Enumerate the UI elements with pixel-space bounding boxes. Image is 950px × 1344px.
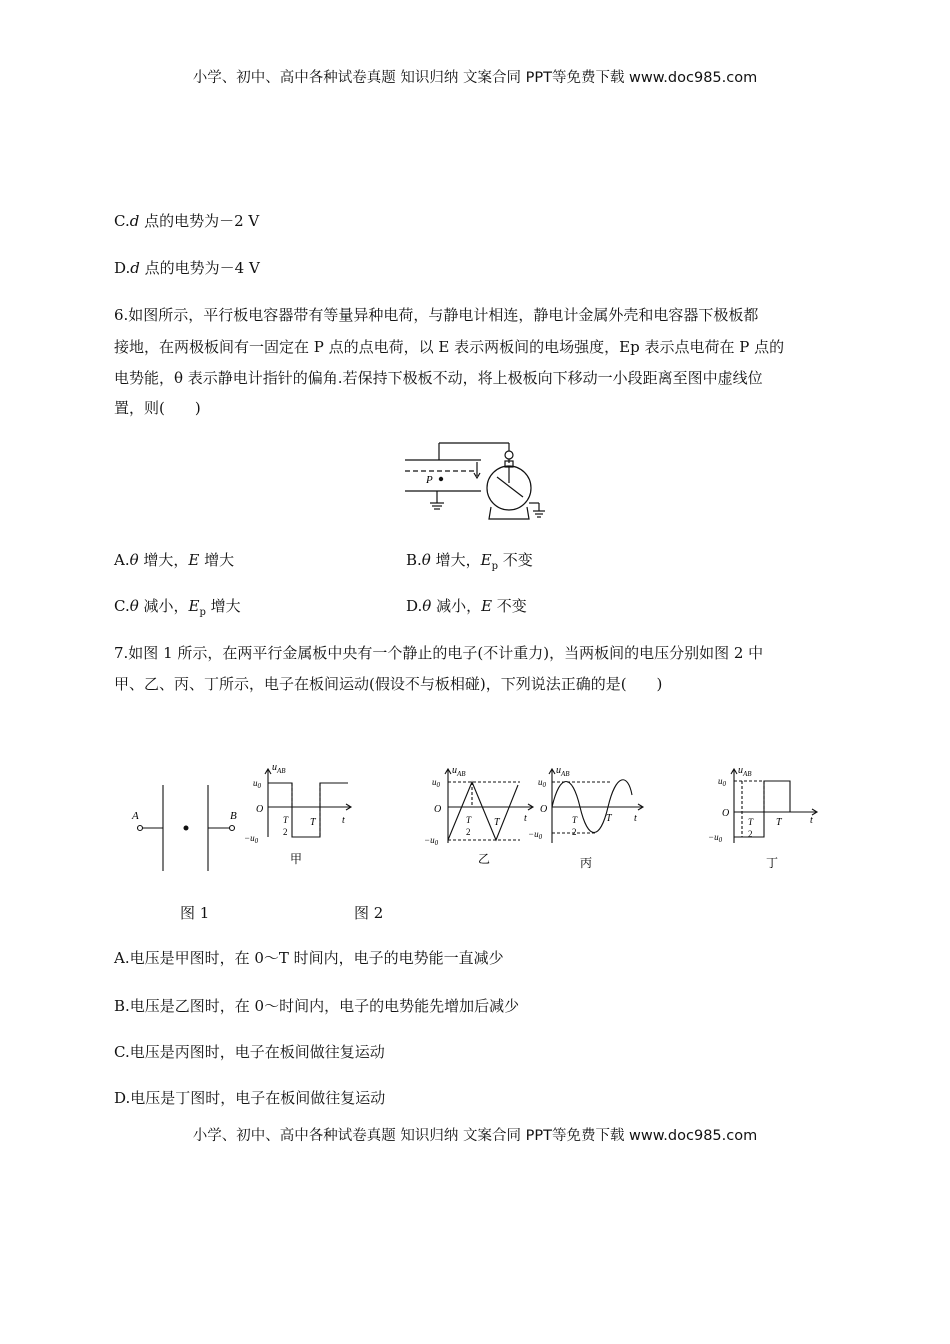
yi-neg-u0: $-u_0$ (424, 835, 439, 847)
q6-line-1: 6.如图所示，平行板电容器带有等量异种电荷，与静电计相连，静电计金属外壳和电容器下极板都 (114, 306, 759, 324)
yi-axis-u: $u_{AB}$ (452, 765, 466, 778)
jia-u0: $u_0$ (253, 778, 261, 790)
yi-origin: O (434, 804, 442, 815)
q7-option-c: C.电压是丙图时，电子在板间做往复运动 (114, 1043, 385, 1061)
yi-half-t: T (466, 815, 472, 825)
q6-line-4: 置，则( ) (114, 399, 201, 417)
bing-origin: O (540, 804, 548, 815)
ding-half-t-den: 2 (748, 829, 753, 839)
plate-b-label: B (230, 810, 237, 822)
jia-half-t: T (283, 815, 289, 825)
q6-option-c: C.θ 减小，$E_p$ 增大 (114, 597, 241, 618)
ding-half-t: T (748, 817, 754, 827)
ding-axis-t: t (810, 815, 813, 826)
ding-axis-u: $u_{AB}$ (738, 765, 752, 778)
yi-t: T (494, 817, 500, 828)
graph-jia-label: 甲 (290, 852, 303, 866)
bing-neg-u0: $-u_0$ (528, 829, 543, 841)
q6-line-2: 接地，在两极板间有一固定在 P 点的点电荷，以 E 表示两板间的电场强度，Ep 表示点电荷在 P 点的 (114, 338, 785, 356)
point-p-label: P (426, 474, 433, 486)
plate-a-label: A (132, 810, 139, 822)
ding-neg-u0: $-u_0$ (708, 832, 723, 844)
q7-option-a: A.电压是甲图时，在 0～T 时间内，电子的电势能一直减少 (114, 949, 504, 967)
bing-half-t-den: 2 (572, 827, 577, 837)
bing-t: T (606, 813, 612, 824)
q6-option-d: D.θ 减小，E 不变 (406, 597, 527, 615)
yi-axis-t: t (524, 813, 527, 824)
q7-option-d: D.电压是丁图时，电子在板间做往复运动 (114, 1089, 386, 1107)
jia-origin: O (256, 804, 264, 815)
q6-option-a: A.θ 增大，E 增大 (114, 551, 235, 569)
graph-yi-label: 乙 (478, 852, 491, 866)
q6-line-3: 电势能，θ 表示静电计指针的偏角.若保持下极板不动，将上极板向下移动一小段距离至图中虚线位 (114, 369, 763, 387)
bing-axis-u: $u_{AB}$ (556, 765, 570, 778)
capacitor-electrometer-figure (395, 433, 555, 525)
graph-ding-label: 丁 (766, 856, 779, 870)
yi-half-t-den: 2 (466, 827, 471, 837)
ding-u0: $u_0$ (718, 776, 726, 788)
bing-u0: $u_0$ (538, 777, 546, 789)
bing-half-t: T (572, 815, 578, 825)
jia-half-t-den: 2 (283, 827, 288, 837)
bing-axis-t: t (634, 813, 637, 824)
jia-t: T (310, 817, 316, 828)
fig2-caption: 图 2 (354, 904, 384, 922)
q7-line-1: 7.如图 1 所示，在两平行金属板中央有一个静止的电子(不计重力)，当两板间的电压分别如图 2 中 (114, 644, 764, 662)
page-footer: 小学、初中、高中各种试卷真题 知识归纳 文案合同 PPT等免费下载 www.doc985.com (192, 1128, 758, 1144)
yi-u0: $u_0$ (432, 777, 440, 789)
ding-t: T (776, 817, 782, 828)
q7-figures (120, 755, 840, 880)
prev-option-c: C.d 点的电势为－2 V (114, 212, 260, 230)
ding-origin: O (722, 808, 730, 819)
page-header: 小学、初中、高中各种试卷真题 知识归纳 文案合同 PPT等免费下载 www.doc985.com (192, 70, 758, 86)
fig1-caption: 图 1 (180, 904, 210, 922)
jia-neg-u0: $-u_0$ (244, 833, 259, 845)
graph-bing-label: 丙 (580, 856, 593, 870)
jia-axis-t: t (342, 815, 345, 826)
prev-option-d: D.d 点的电势为－4 V (114, 259, 260, 277)
q7-line-2: 甲、乙、丙、丁所示，电子在板间运动(假设不与板相碰)，下列说法正确的是( ) (114, 675, 663, 693)
q6-option-b: B.θ 增大，$E_p$ 不变 (406, 551, 533, 572)
jia-axis-u: $u_{AB}$ (272, 762, 286, 775)
q7-option-b: B.电压是乙图时，在 0～时间内，电子的电势能先增加后减少 (114, 997, 520, 1015)
